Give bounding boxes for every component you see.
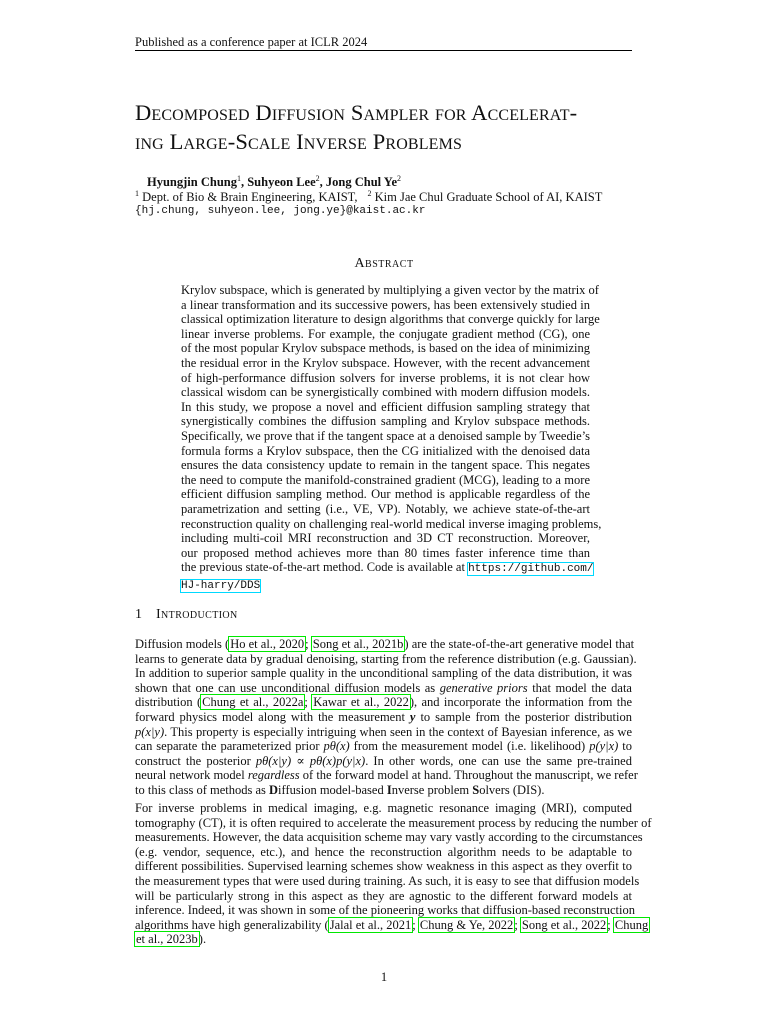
abstract-line: the residual error in the Krylov subspace. However, with the recent advancement xyxy=(181,355,590,370)
body-text: to sample from the posterior distribution xyxy=(415,709,632,724)
abstract-line: a linear transformation and its successive powers, has been extensively studied in xyxy=(181,297,590,312)
body-text: to xyxy=(618,739,632,754)
body-line xyxy=(135,768,638,783)
abstract-line xyxy=(181,560,594,577)
citation-link-continued[interactable]: et al., 2023b xyxy=(136,932,198,947)
body-line xyxy=(135,681,632,696)
body-line: learns to generate data by gradual denoising, starting from the reference distribution (e.g. Gaussian). xyxy=(135,651,637,666)
abstract-line: parametrization and setting (i.e., VE, VP). Notably, we achieve state-of-the-art xyxy=(181,501,590,516)
affil-marker: 1 xyxy=(135,189,139,198)
body-line: For inverse problems in medical imaging, e.g. magnetic resonance imaging (MRI), computed xyxy=(135,801,632,815)
body-text: shown that one can use unconditional diffusion models as xyxy=(135,680,440,695)
body-text: ), and incorporate the information from the xyxy=(409,695,633,710)
body-text: algorithms have high generalizability ( xyxy=(135,917,329,932)
abstract-line: reconstruction quality on challenging real-world medical inverse imaging problems, xyxy=(181,516,602,531)
math-expression: pθ(x|y) ∝ pθ(x)p(y|x) xyxy=(255,753,366,768)
math-symbol: y xyxy=(409,709,416,724)
abstract-line: Krylov subspace, which is generated by multiplying a given vector by the matrix of xyxy=(181,283,599,297)
body-line xyxy=(135,695,632,710)
author-affil-marker: 2 xyxy=(315,174,320,183)
acronym-letter: S xyxy=(472,782,480,797)
abstract-line: our proposed method achieves more than 80 times faster inference time than xyxy=(181,545,590,560)
body-text: of the forward model at hand. Throughout the manuscript, we refer xyxy=(299,768,638,783)
abstract-line: formula forms a Krylov subspace, then the CG initialized with the denoised data xyxy=(181,443,590,458)
body-line: tomography (CT), it is often required to accelerate the measurement process by reducing the number of xyxy=(135,815,652,830)
section-number: 1 xyxy=(135,607,142,622)
body-text: ) are the state-of-the-art generative model that xyxy=(404,637,635,651)
abstract-line: Specifically, we prove that if the tangent space at a denoised sample by Tweedie’s xyxy=(181,428,591,443)
abstract-body xyxy=(181,283,602,593)
citation-link[interactable]: Kawar et al., 2022 xyxy=(313,695,409,710)
author-list: Hyungjin Chung$^1$, Suhyeon Lee$^2$, Jong Chul Ye$^2$ xyxy=(147,174,401,190)
citation-link[interactable]: Jalal et al., 2021 xyxy=(329,917,412,932)
citation-link[interactable]: Song et al., 2021b xyxy=(312,637,404,651)
body-text: forward physics model along with the measurement xyxy=(135,709,410,724)
body-text: ; xyxy=(304,695,313,710)
body-text: . This property is especially intriguing when seen in the context of Bayesian inference, as we xyxy=(164,724,632,739)
body-line xyxy=(135,739,632,754)
body-text: nverse problem xyxy=(391,782,473,797)
abstract-line: efficient diffusion sampling method. Our method is applicable regardless of the xyxy=(181,487,590,502)
author-affil-marker: 2 xyxy=(397,174,401,183)
intro-paragraph-1 xyxy=(135,637,638,798)
body-line: In addition to superior sample quality in the unconditional sampling of the data distribution, it was xyxy=(135,666,632,681)
body-text: ; xyxy=(514,917,521,932)
author-name: Jong Chul Ye xyxy=(325,175,397,190)
body-text: iffusion model-based xyxy=(278,782,387,797)
body-text: . In other words, one can use the same pre-trained xyxy=(365,753,632,768)
affiliation: Kim Jae Chul Graduate School of AI, KAIST xyxy=(374,190,603,205)
body-line: inference. Indeed, it was shown in some of the pioneering works that diffusion-based reconstruction xyxy=(135,903,635,918)
math-expression: p(x|y) xyxy=(135,724,165,739)
running-header: Published as a conference paper at ICLR 2024 xyxy=(135,35,368,49)
header-rule xyxy=(135,50,632,51)
abstract-line: of high-performance diffusion solvers for inverse problems, it is not clear how xyxy=(181,370,590,385)
author-affil-marker: 1 xyxy=(236,174,241,183)
abstract-line: linear inverse problems. For example, the conjugate gradient method (CG), one xyxy=(181,326,590,341)
code-link-continued[interactable]: HJ-harry/DDS xyxy=(181,579,261,592)
citation-link[interactable]: Chung xyxy=(614,917,649,932)
body-text: can separate the parameterized prior xyxy=(135,739,324,754)
affiliations xyxy=(135,189,602,205)
affiliation: Dept. of Bio & Brain Engineering, KAIST, xyxy=(142,190,358,205)
section-heading xyxy=(135,607,238,623)
emphasis: regardless xyxy=(247,768,300,783)
emphasis: generative priors xyxy=(439,680,528,695)
title-line-2: ing Large-Scale Inverse Problems xyxy=(135,129,462,154)
body-line: measurements. However, the data acquisition scheme may vary vastly according to the circumstances xyxy=(135,830,643,845)
abstract-line xyxy=(181,577,590,594)
acronym-letter: D xyxy=(269,782,279,797)
body-text: olvers (DIS). xyxy=(479,782,545,797)
paper-title xyxy=(135,98,655,156)
abstract-heading: Abstract xyxy=(354,256,414,271)
math-expression: pθ(x) xyxy=(323,739,350,754)
body-line xyxy=(135,917,649,933)
body-text: distribution ( xyxy=(135,695,202,710)
body-line xyxy=(135,637,635,652)
author-emails: {hj.chung, suhyeon.lee, jong.ye}@kaist.ac.kr xyxy=(135,205,426,217)
body-line xyxy=(135,710,632,725)
author-name: Suhyeon Lee xyxy=(247,175,316,190)
title-line-1: Decomposed Diffusion Sampler for Accelerat- xyxy=(135,100,578,125)
body-line xyxy=(135,754,632,769)
citation-link[interactable]: Song et al., 2022 xyxy=(521,917,607,932)
abstract-text: the previous state-of-the-art method. Code is available at xyxy=(181,560,465,575)
page-number: 1 xyxy=(380,970,388,984)
citation-link[interactable]: Chung & Ye, 2022 xyxy=(419,917,514,932)
abstract-line: classical optimization literature to design algorithms that converge quickly for large xyxy=(181,312,600,327)
body-line xyxy=(135,783,632,798)
body-line: (e.g. vendor, sequence, etc.), and hence the reconstruction algorithm needs to be adaptable to xyxy=(135,844,632,859)
abstract-line: the need to compute the manifold-constrained gradient (MCG), leading to a more xyxy=(181,472,590,487)
abstract-line: of the most popular Krylov subspace methods, is based on the idea of minimizing xyxy=(181,341,590,356)
citation-link[interactable]: Ho et al., 2020 xyxy=(230,637,305,651)
body-text: construct the posterior xyxy=(135,753,256,768)
citation-link[interactable]: Chung et al., 2022a xyxy=(202,695,304,710)
abstract-line: synergistically combines the diffusion sampling and Krylov subspace methods. xyxy=(181,414,590,429)
author-name: Hyungjin Chung xyxy=(147,175,237,190)
body-text: to this class of methods as xyxy=(135,782,270,797)
body-text: that model the data xyxy=(527,680,632,695)
acronym-letter: I xyxy=(386,782,392,797)
body-text: ; xyxy=(607,917,614,932)
body-text: neural network model xyxy=(135,768,248,783)
body-line xyxy=(135,932,632,947)
body-text: ; xyxy=(305,637,312,651)
abstract-line: In this study, we propose a novel and efficient diffusion sampling strategy that xyxy=(181,399,590,414)
abstract-line: including multi-coil MRI reconstruction and 3D CT reconstruction. Moreover, xyxy=(181,531,590,546)
abstract-line: ensures the data consistency update to remain in the tangent space. This negates xyxy=(181,458,590,473)
body-text: ). xyxy=(198,932,207,947)
abstract-line: classical wisdom can be synergistically combined with modern diffusion models. xyxy=(181,385,590,400)
code-link[interactable]: https://github.com/ xyxy=(468,563,594,576)
math-expression: p(y|x) xyxy=(589,739,619,754)
affil-marker: 2 xyxy=(367,189,372,198)
body-line xyxy=(135,725,632,740)
body-text: from the measurement model (i.e. likelihood) xyxy=(349,739,590,754)
section-title: Introduction xyxy=(156,607,238,622)
body-line: the measurement types that were used during training. As such, it is easy to see that diffusion models xyxy=(135,873,640,888)
body-text: Diffusion models ( xyxy=(135,637,230,651)
body-line: different possibilities. Supervised learning schemes show weakness in this aspect as they overfit to xyxy=(135,859,632,874)
body-text: ; xyxy=(412,917,419,932)
intro-paragraph-2 xyxy=(135,801,652,947)
body-line: will be particularly strong in this aspect as they are agnostic to the different forward models at xyxy=(135,888,632,903)
